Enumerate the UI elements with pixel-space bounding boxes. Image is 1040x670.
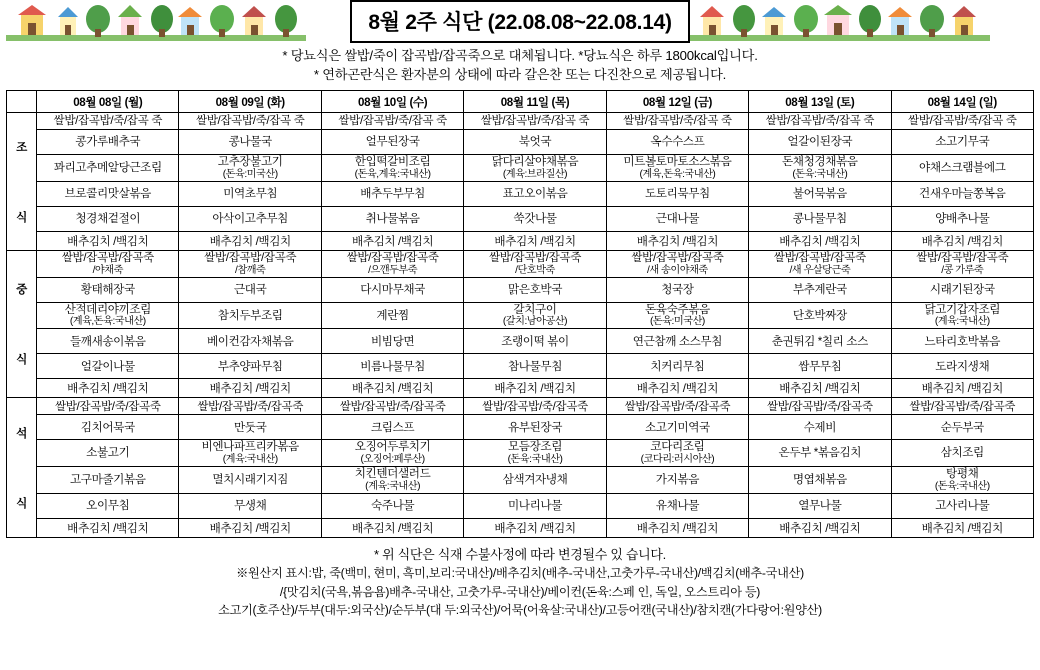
- menu-cell-lunch-3-3: 참나물무침: [464, 354, 606, 379]
- menu-cell-breakfast-2-3: 표고오이볶음: [464, 181, 606, 206]
- menu-cell-dinner-1-2: 오징어두루치기 (오징어:페루산): [321, 440, 463, 467]
- rice-cell-lunch-3: 쌀밥/잡곡밥/잡곡죽 /단호박죽: [464, 250, 606, 277]
- kimchi-cell-lunch-4: 배추김치 /백김치: [606, 379, 748, 398]
- menu-cell-breakfast-2-2: 배추두부무침: [321, 181, 463, 206]
- day-header-5: 08월 13일 (토): [749, 91, 891, 113]
- menu-cell-lunch-2-5: 춘권튀김 *칠리 소스: [749, 329, 891, 354]
- menu-cell-lunch-0-0: 황태해장국: [37, 277, 179, 302]
- kimchi-cell-breakfast-0: 배추김치 /백김치: [37, 231, 179, 250]
- rice-cell-dinner-2: 쌀밥/잡곡밥/죽/잡곡죽: [321, 398, 463, 415]
- kimchi-cell-breakfast-3: 배추김치 /백김치: [464, 231, 606, 250]
- menu-cell-dinner-3-3: 미나리나물: [464, 493, 606, 518]
- menu-cell-lunch-1-1: 참치두부조림: [179, 302, 321, 329]
- footer-notice: * 위 식단은 식재 수불사정에 따라 변경될수 있 습니다.: [374, 546, 666, 562]
- rice-cell-breakfast-6: 쌀밥/잡곡밥/죽/잡곡 죽: [891, 113, 1033, 130]
- kimchi-row-lunch: [7, 379, 1034, 398]
- kimchi-cell-dinner-6: 배추김치 /백김치: [891, 518, 1033, 537]
- menu-cell-lunch-0-6: 시래기된장국: [891, 277, 1033, 302]
- kimchi-cell-breakfast-4: 배추김치 /백김치: [606, 231, 748, 250]
- kimchi-cell-dinner-4: 배추김치 /백김치: [606, 518, 748, 537]
- meal-label-top-lunch: 중: [16, 283, 27, 297]
- rice-cell-dinner-3: 쌀밥/잡곡밥/죽/잡곡죽: [464, 398, 606, 415]
- menu-cell-dinner-0-0: 김치어묵국: [37, 415, 179, 440]
- origin-line-0: ※원산지 표시:밥, 죽(백미, 현미, 흑미,보리:국내산)/배추김치(배추-국내산,고춧가루-국내산)/백김치(배추-국내산): [236, 566, 804, 581]
- rice-cell-breakfast-4: 쌀밥/잡곡밥/죽/잡곡 죽: [606, 113, 748, 130]
- menu-cell-breakfast-0-3: 북엇국: [464, 130, 606, 155]
- menu-cell-breakfast-1-5: 돈채청경채볶음 (돈육:국내산): [749, 155, 891, 182]
- note-line-2: * 연하곤란식은 환자분의 상태에 따라 갈은찬 또는 다진찬으로 제공됩니다.: [313, 67, 727, 83]
- menu-cell-breakfast-2-0: 브로콜리맛살볶음: [37, 181, 179, 206]
- menu-cell-dinner-1-5: 온두부 *볶음김치: [749, 440, 891, 467]
- menu-cell-dinner-2-6: 탕평채 (돈육:국내산): [891, 467, 1033, 494]
- menu-cell-lunch-3-4: 치커리무침: [606, 354, 748, 379]
- origin-info: [6, 564, 1034, 619]
- menu-cell-breakfast-2-4: 도토리묵무침: [606, 181, 748, 206]
- right-decor: [690, 1, 1034, 41]
- menu-cell-lunch-1-0: 산적데리야끼조림 (계육,돈육:국내산): [37, 302, 179, 329]
- menu-row-breakfast-0: [7, 130, 1034, 155]
- menu-cell-dinner-3-0: 오이무침: [37, 493, 179, 518]
- menu-cell-lunch-0-4: 청국장: [606, 277, 748, 302]
- rice-cell-lunch-2: 쌀밥/잡곡밥/잡곡죽 /으깬두부죽: [321, 250, 463, 277]
- menu-cell-lunch-1-5: 단호박짜장: [749, 302, 891, 329]
- menu-cell-breakfast-1-3: 닭다리살야채볶음 (계육:브라질산): [464, 155, 606, 182]
- menu-cell-breakfast-0-1: 콩나물국: [179, 130, 321, 155]
- rice-cell-breakfast-3: 쌀밥/잡곡밥/죽/잡곡 죽: [464, 113, 606, 130]
- menu-cell-breakfast-1-4: 미트볼토마토소스볶음 (계육,돈육:국내산): [606, 155, 748, 182]
- meal-label-top-dinner: 석: [16, 426, 27, 440]
- menu-cell-dinner-3-6: 고사리나물: [891, 493, 1033, 518]
- menu-cell-lunch-3-1: 부추양파무침: [179, 354, 321, 379]
- menu-cell-dinner-3-4: 유채나물: [606, 493, 748, 518]
- rice-cell-lunch-6: 쌀밥/잡곡밥/잡곡죽 /콩 가루죽: [891, 250, 1033, 277]
- rice-cell-dinner-4: 쌀밥/잡곡밥/죽/잡곡죽: [606, 398, 748, 415]
- rice-cell-dinner-0: 쌀밥/잡곡밥/죽/잡곡죽: [37, 398, 179, 415]
- menu-row-dinner-2: [7, 467, 1034, 494]
- menu-cell-breakfast-3-1: 아삭이고추무침: [179, 206, 321, 231]
- menu-cell-dinner-0-1: 만둣국: [179, 415, 321, 440]
- menu-cell-breakfast-1-2: 한입떡갈비조림 (돈육,계육:국내산): [321, 155, 463, 182]
- menu-row-dinner-3: [7, 493, 1034, 518]
- menu-cell-lunch-0-1: 근대국: [179, 277, 321, 302]
- kimchi-cell-dinner-0: 배추김치 /백김치: [37, 518, 179, 537]
- menu-cell-breakfast-2-5: 불어묵볶음: [749, 181, 891, 206]
- menu-cell-lunch-2-3: 조랭이떡 볶이: [464, 329, 606, 354]
- menu-cell-lunch-3-0: 얼갈이나물: [37, 354, 179, 379]
- menu-cell-dinner-0-3: 유부된장국: [464, 415, 606, 440]
- kimchi-cell-dinner-2: 배추김치 /백김치: [321, 518, 463, 537]
- page-title: 8월 2주 식단 (22.08.08~22.08.14): [350, 0, 689, 43]
- day-header-2: 08월 10일 (수): [321, 91, 463, 113]
- rice-row-dinner: [7, 398, 1034, 415]
- menu-cell-lunch-0-5: 부추계란국: [749, 277, 891, 302]
- menu-cell-dinner-2-4: 가지볶음: [606, 467, 748, 494]
- page-footer: [6, 545, 1034, 619]
- menu-cell-lunch-1-4: 돈육숙주볶음 (돈육:미국산): [606, 302, 748, 329]
- kimchi-cell-breakfast-5: 배추김치 /백김치: [749, 231, 891, 250]
- menu-cell-breakfast-3-0: 청경채겉절이: [37, 206, 179, 231]
- menu-cell-lunch-2-2: 비빔당면: [321, 329, 463, 354]
- menu-cell-dinner-2-1: 멸치시래기지짐: [179, 467, 321, 494]
- meal-label-bottom-breakfast: 식: [16, 210, 27, 224]
- rice-cell-lunch-0: 쌀밥/잡곡밥/잡곡죽 /야채죽: [37, 250, 179, 277]
- menu-cell-lunch-0-2: 다시마무채국: [321, 277, 463, 302]
- menu-cell-lunch-3-2: 비름나물무침: [321, 354, 463, 379]
- kimchi-cell-lunch-6: 배추김치 /백김치: [891, 379, 1033, 398]
- meal-label-breakfast: [7, 113, 37, 251]
- rice-cell-breakfast-1: 쌀밥/잡곡밥/죽/잡곡 죽: [179, 113, 321, 130]
- menu-cell-lunch-3-5: 쌈무무침: [749, 354, 891, 379]
- page-header: [6, 0, 1034, 42]
- day-header-4: 08월 12일 (금): [606, 91, 748, 113]
- kimchi-cell-breakfast-1: 배추김치 /백김치: [179, 231, 321, 250]
- day-header-3: 08월 11일 (목): [464, 91, 606, 113]
- kimchi-cell-dinner-1: 배추김치 /백김치: [179, 518, 321, 537]
- menu-cell-breakfast-1-0: 꽈리고추메알당근조림: [37, 155, 179, 182]
- menu-cell-dinner-3-1: 무생채: [179, 493, 321, 518]
- menu-row-breakfast-3: [7, 206, 1034, 231]
- menu-cell-dinner-3-2: 숙주나물: [321, 493, 463, 518]
- weekly-menu-table: [6, 90, 1034, 538]
- menu-cell-lunch-1-6: 닭고기갑자조림 (계육:국내산): [891, 302, 1033, 329]
- menu-cell-lunch-2-6: 느타리호박볶음: [891, 329, 1033, 354]
- menu-cell-dinner-0-6: 순두부국: [891, 415, 1033, 440]
- rice-cell-lunch-1: 쌀밥/잡곡밥/잡곡죽 /참깨죽: [179, 250, 321, 277]
- kimchi-cell-lunch-1: 배추김치 /백김치: [179, 379, 321, 398]
- houses-and-trees-icon: [690, 1, 990, 41]
- menu-cell-breakfast-0-4: 옥수수스프: [606, 130, 748, 155]
- menu-cell-dinner-3-5: 열무나물: [749, 493, 891, 518]
- rice-cell-dinner-5: 쌀밥/잡곡밥/죽/잡곡죽: [749, 398, 891, 415]
- menu-cell-dinner-1-6: 삼치조림: [891, 440, 1033, 467]
- day-header-1: 08월 09일 (화): [179, 91, 321, 113]
- menu-cell-lunch-3-6: 도라지생채: [891, 354, 1033, 379]
- menu-cell-lunch-1-3: 갈치구이 (갈치:남아공산): [464, 302, 606, 329]
- day-header-6: 08월 14일 (일): [891, 91, 1033, 113]
- rice-cell-dinner-6: 쌀밥/잡곡밥/죽/잡곡죽: [891, 398, 1033, 415]
- menu-row-dinner-0: [7, 415, 1034, 440]
- menu-cell-dinner-2-3: 삼색겨자냉채: [464, 467, 606, 494]
- kimchi-cell-lunch-3: 배추김치 /백김치: [464, 379, 606, 398]
- menu-cell-breakfast-1-6: 야채스크램블에그: [891, 155, 1033, 182]
- menu-cell-breakfast-0-0: 콩가루배추국: [37, 130, 179, 155]
- kimchi-cell-dinner-3: 배추김치 /백김치: [464, 518, 606, 537]
- menu-cell-dinner-1-4: 코다리조림 (코다리:러시아산): [606, 440, 748, 467]
- table-header-row: [7, 91, 1034, 113]
- meal-label-top-breakfast: 조: [16, 140, 27, 154]
- origin-line-2: 소고기(호주산)/두부(대두:외국산)/순두부(대 두:외국산)/어묵(어육살:국내산)/고등어캔(국내산)/참치캔(가다랑어:원양산): [218, 602, 822, 617]
- menu-cell-breakfast-3-4: 근대나물: [606, 206, 748, 231]
- kimchi-row-breakfast: [7, 231, 1034, 250]
- menu-row-lunch-3: [7, 354, 1034, 379]
- menu-cell-dinner-1-3: 모듬장조림 (돈육:국내산): [464, 440, 606, 467]
- menu-cell-dinner-0-5: 수제비: [749, 415, 891, 440]
- meal-label-dinner: [7, 398, 37, 537]
- menu-cell-lunch-0-3: 맑은호박국: [464, 277, 606, 302]
- rice-cell-breakfast-5: 쌀밥/잡곡밥/죽/잡곡 죽: [749, 113, 891, 130]
- menu-cell-dinner-1-1: 비엔나파프리카볶음 (계육:국내산): [179, 440, 321, 467]
- kimchi-row-dinner: [7, 518, 1034, 537]
- kimchi-cell-lunch-2: 배추김치 /백김치: [321, 379, 463, 398]
- menu-row-breakfast-2: [7, 181, 1034, 206]
- menu-cell-dinner-0-4: 소고기미역국: [606, 415, 748, 440]
- menu-cell-dinner-0-2: 크림스프: [321, 415, 463, 440]
- meal-label-bottom-dinner: 식: [16, 496, 27, 510]
- rice-cell-lunch-4: 쌀밥/잡곡밥/잡곡죽 /새 송이야채죽: [606, 250, 748, 277]
- menu-cell-lunch-2-0: 들깨새송이볶음: [37, 329, 179, 354]
- menu-cell-breakfast-3-3: 쑥갓나물: [464, 206, 606, 231]
- menu-cell-breakfast-3-2: 취나물볶음: [321, 206, 463, 231]
- menu-cell-breakfast-3-6: 양배추나물: [891, 206, 1033, 231]
- menu-row-lunch-0: [7, 277, 1034, 302]
- menu-row-breakfast-1: [7, 155, 1034, 182]
- menu-cell-dinner-2-2: 치킨텐더샐러드 (계육:국내산): [321, 467, 463, 494]
- menu-cell-lunch-2-4: 연근참깨 소스무침: [606, 329, 748, 354]
- menu-cell-lunch-2-1: 베이컨감자채볶음: [179, 329, 321, 354]
- houses-and-trees-icon: [6, 1, 306, 41]
- kimchi-cell-breakfast-2: 배추김치 /백김치: [321, 231, 463, 250]
- kimchi-cell-dinner-5: 배추김치 /백김치: [749, 518, 891, 537]
- rice-cell-lunch-5: 쌀밥/잡곡밥/잡곡죽 /새 우살당근죽: [749, 250, 891, 277]
- menu-cell-dinner-1-0: 소불고기: [37, 440, 179, 467]
- rice-row-lunch: [7, 250, 1034, 277]
- menu-cell-breakfast-0-2: 얼무된장국: [321, 130, 463, 155]
- menu-row-dinner-1: [7, 440, 1034, 467]
- diet-notes: [6, 46, 1034, 84]
- day-header-0: 08월 08일 (월): [37, 91, 179, 113]
- rice-cell-breakfast-0: 쌀밥/잡곡밥/죽/잡곡 죽: [37, 113, 179, 130]
- rice-cell-dinner-1: 쌀밥/잡곡밥/죽/잡곡죽: [179, 398, 321, 415]
- menu-row-lunch-1: [7, 302, 1034, 329]
- kimchi-cell-lunch-0: 배추김치 /백김치: [37, 379, 179, 398]
- meal-label-lunch: [7, 250, 37, 397]
- origin-line-1: /{맛김치(국욕,볶음욤)배추-국내산, 고춧가루-국내산)/베이컨(돈육:스페 인, 독일, 오스트리아 등): [279, 584, 761, 599]
- kimchi-cell-lunch-5: 배추김치 /백김치: [749, 379, 891, 398]
- menu-cell-dinner-2-0: 고구마줄기볶음: [37, 467, 179, 494]
- menu-cell-breakfast-3-5: 콩나물무침: [749, 206, 891, 231]
- menu-cell-lunch-1-2: 계란찜: [321, 302, 463, 329]
- menu-cell-breakfast-2-1: 미역초무침: [179, 181, 321, 206]
- menu-row-lunch-2: [7, 329, 1034, 354]
- note-line-1: * 당뇨식은 쌀밥/죽이 잡곡밥/잡곡죽으로 대체됩니다. *당뇨식은 하루 1800kcal입니다.: [282, 48, 758, 63]
- left-decor: [6, 1, 350, 41]
- menu-cell-dinner-2-5: 명엽채볶음: [749, 467, 891, 494]
- kimchi-cell-breakfast-6: 배추김치 /백김치: [891, 231, 1033, 250]
- meal-label-bottom-lunch: 식: [16, 353, 27, 367]
- menu-cell-breakfast-0-6: 소고기무국: [891, 130, 1033, 155]
- menu-cell-breakfast-0-5: 얼갈이된장국: [749, 130, 891, 155]
- menu-cell-breakfast-1-1: 고추장불고기 (돈육:미국산): [179, 155, 321, 182]
- meal-column-header: [7, 91, 37, 113]
- menu-cell-breakfast-2-6: 건새우마늘쫑복음: [891, 181, 1033, 206]
- rice-row-breakfast: [7, 113, 1034, 130]
- rice-cell-breakfast-2: 쌀밥/잡곡밥/죽/잡곡 죽: [321, 113, 463, 130]
